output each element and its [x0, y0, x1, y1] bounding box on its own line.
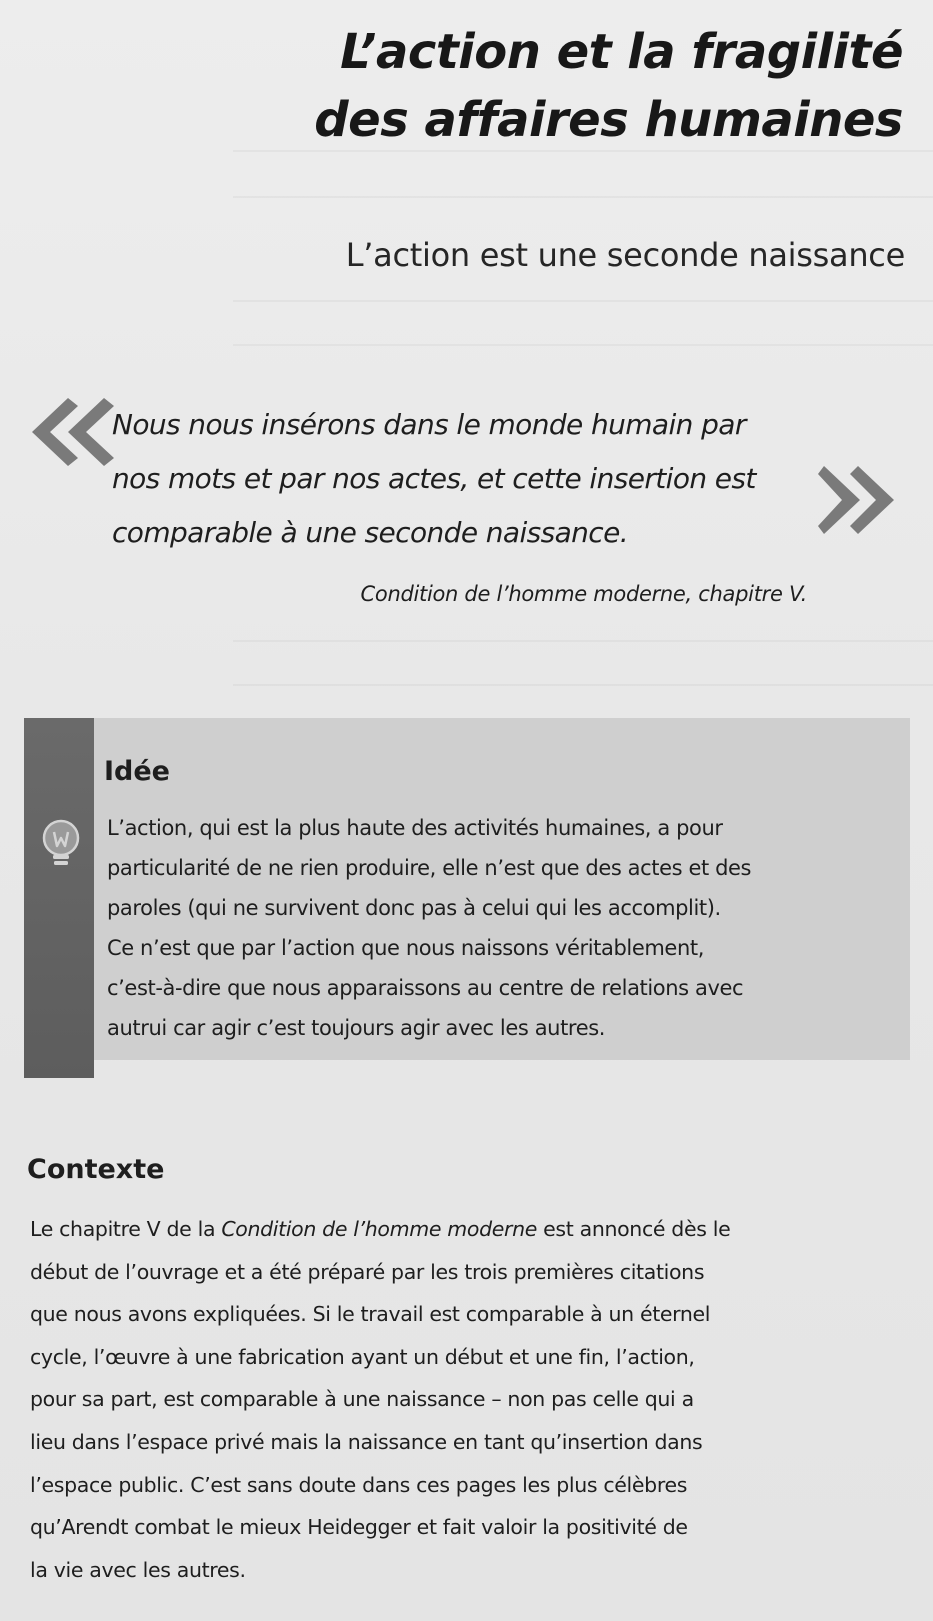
- book-title: Condition de l’homme moderne: [221, 1217, 537, 1241]
- page-show-through: [233, 640, 933, 642]
- idee-heading: Idée: [104, 756, 170, 787]
- quote-line: comparable à une seconde naissance.: [112, 516, 629, 549]
- section-subtitle: L’action est une seconde naissance: [345, 236, 905, 274]
- close-guillemet-icon: [818, 460, 898, 540]
- contexte-line: qu’Arendt combat le mieux Heidegger et fait valoir la positivité de: [30, 1515, 688, 1540]
- contexte-line-start: Le chapitre V de la: [30, 1217, 222, 1241]
- contexte-heading: Contexte: [27, 1154, 165, 1185]
- page-show-through: [233, 344, 933, 346]
- contexte-line: l’espace public. C’est sans doute dans ces pages les plus célèbres: [30, 1472, 688, 1497]
- idee-side-stripe: [24, 718, 94, 1078]
- title-line-2: des affaires humaines: [314, 92, 903, 148]
- idee-line: Ce n’est que par l’action que nous naissons véritablement,: [107, 936, 704, 960]
- idee-line: c’est-à-dire que nous apparaissons au centre de relations avec: [107, 976, 744, 1000]
- contexte-line: lieu dans l’espace privé mais la naissance en tant qu’insertion dans: [30, 1429, 703, 1454]
- quote-block: [112, 398, 822, 560]
- open-guillemet-icon: [24, 392, 114, 472]
- contexte-line: que nous avons expliquées. Si le travail est comparable à un éternel: [30, 1302, 711, 1327]
- quote-line: nos mots et par nos actes, et cette insertion est: [112, 462, 756, 495]
- quote-line: Nous nous insérons dans le monde humain par: [112, 408, 746, 441]
- contexte-line: la vie avec les autres.: [30, 1557, 246, 1582]
- page-title: [314, 18, 903, 154]
- idee-line: particularité de ne rien produire, elle n’est que des actes et des: [107, 856, 752, 880]
- title-line-1: L’action et la fragilité: [340, 24, 903, 80]
- lightbulb-icon: [40, 818, 86, 870]
- page-show-through: [233, 196, 933, 198]
- contexte-line: [30, 1208, 925, 1251]
- contexte-paragraph: [30, 1208, 925, 1591]
- contexte-line-end: est annoncé dès le: [537, 1217, 731, 1241]
- idee-line: L’action, qui est la plus haute des activités humaines, a pour: [107, 816, 723, 840]
- idee-line: autrui car agir c’est toujours agir avec les autres.: [107, 1016, 606, 1040]
- contexte-line: début de l’ouvrage et a été préparé par les trois premières citations: [30, 1259, 705, 1284]
- quote-source: Condition de l’homme moderne, chapitre V.: [360, 582, 807, 606]
- contexte-line: pour sa part, est comparable à une naissance – non pas celle qui a: [30, 1387, 694, 1412]
- idee-line: paroles (qui ne survivent donc pas à celui qui les accomplit).: [107, 896, 721, 920]
- page-show-through: [233, 684, 933, 686]
- idee-text: [107, 808, 907, 1048]
- contexte-line: cycle, l’œuvre à une fabrication ayant un début et une fin, l’action,: [30, 1344, 695, 1369]
- page-show-through: [233, 300, 933, 302]
